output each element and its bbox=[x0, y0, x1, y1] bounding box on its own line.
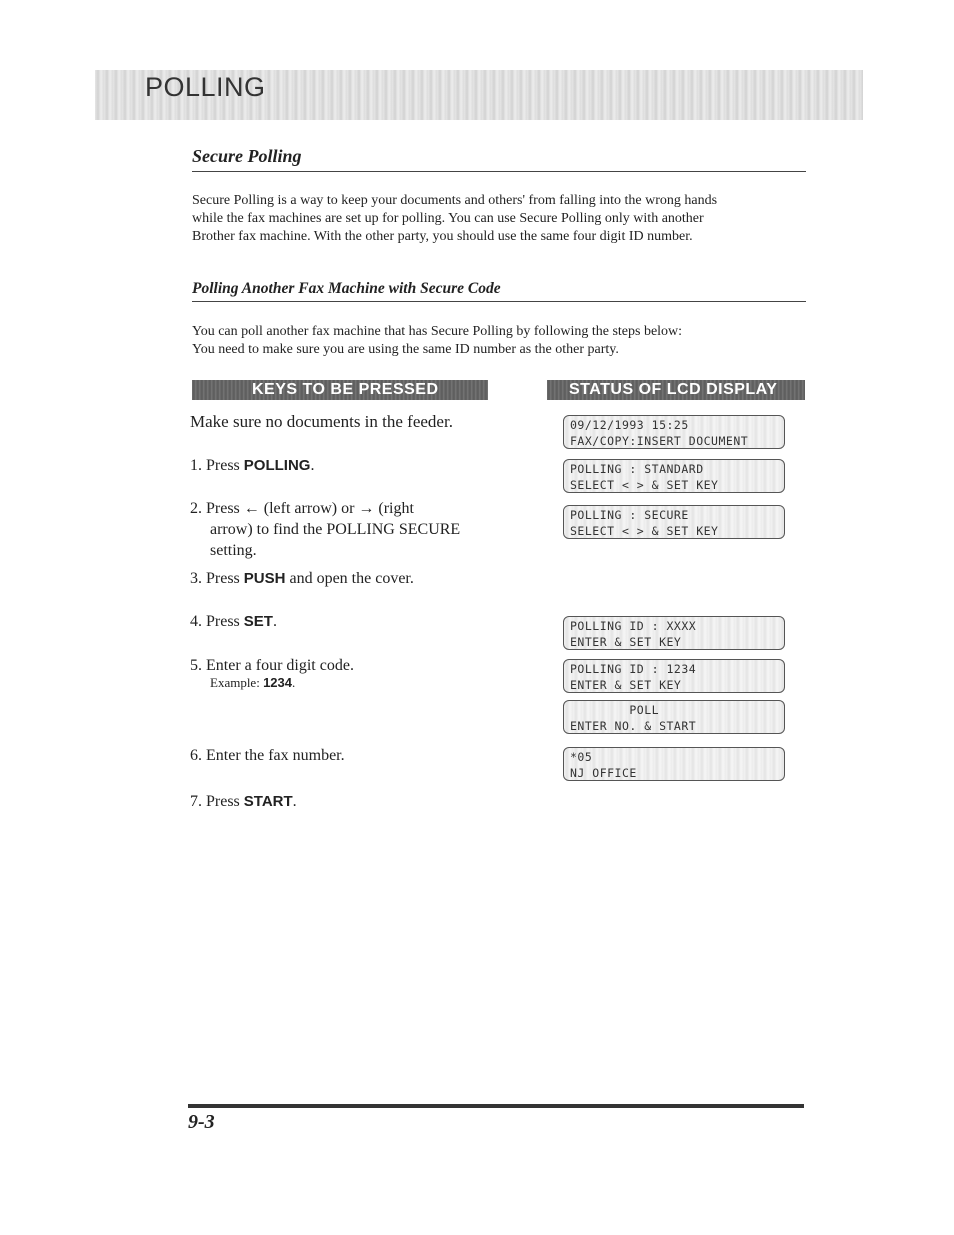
step-5-example: Example: 1234. bbox=[210, 675, 296, 690]
lcd-display: POLLING ID : XXXX ENTER & SET KEY bbox=[563, 616, 785, 650]
step-1: 1. Press POLLING. bbox=[190, 457, 315, 474]
key-set: SET bbox=[243, 613, 273, 630]
secure-polling-description: Secure Polling is a way to keep your documents and others' from falling into the wrong hands while the fax machines are set up for polling. You can use Secure Polling only with another Brother fax machine. With the other party, you should use the same four digit ID number. bbox=[192, 193, 718, 244]
step-7: 7. Press START. bbox=[190, 793, 297, 810]
lcd-display: 09/12/1993 15:25 FAX/COPY:INSERT DOCUMENT bbox=[563, 415, 785, 449]
lcd-display: POLLING : STANDARD SELECT < > & SET KEY bbox=[563, 459, 785, 493]
step-intro: Make sure no documents in the feeder. bbox=[190, 412, 453, 431]
page-number: 9-3 bbox=[188, 1111, 215, 1133]
step-6: 6. Enter the fax number. bbox=[190, 747, 345, 764]
polling-another-description: You can poll another fax machine that has Secure Polling by following the steps below: You need to make sure you are using the same ID number as the other party. bbox=[192, 324, 683, 357]
key-polling: POLLING bbox=[243, 457, 311, 474]
section-heading-secure-polling: Secure Polling bbox=[192, 146, 302, 166]
key-start: START bbox=[243, 793, 293, 810]
step-5: 5. Enter a four digit code. bbox=[190, 657, 354, 674]
key-push: PUSH bbox=[243, 570, 286, 587]
lcd-display: POLLING : SECURE SELECT < > & SET KEY bbox=[563, 505, 785, 539]
section-heading-polling-another: Polling Another Fax Machine with Secure Code bbox=[192, 280, 501, 297]
step-4: 4. Press SET. bbox=[190, 613, 277, 630]
section-divider bbox=[192, 301, 806, 302]
lcd-display: POLL ENTER NO. & START bbox=[563, 700, 785, 734]
lcd-column-header: STATUS OF LCD DISPLAY bbox=[547, 380, 805, 400]
keys-column-header: KEYS TO BE PRESSED bbox=[192, 380, 488, 400]
lcd-display: *05 NJ OFFICE bbox=[563, 747, 785, 781]
footer-divider bbox=[188, 1104, 804, 1108]
step-2: 2. Press ← (left arrow) or → (right arrow) to find the POLLING SECURE setting. bbox=[190, 500, 461, 559]
lcd-display: POLLING ID : 1234 ENTER & SET KEY bbox=[563, 659, 785, 693]
page-title: POLLING bbox=[145, 72, 266, 102]
section-divider bbox=[192, 171, 806, 172]
step-3: 3. Press PUSH and open the cover. bbox=[190, 570, 414, 587]
